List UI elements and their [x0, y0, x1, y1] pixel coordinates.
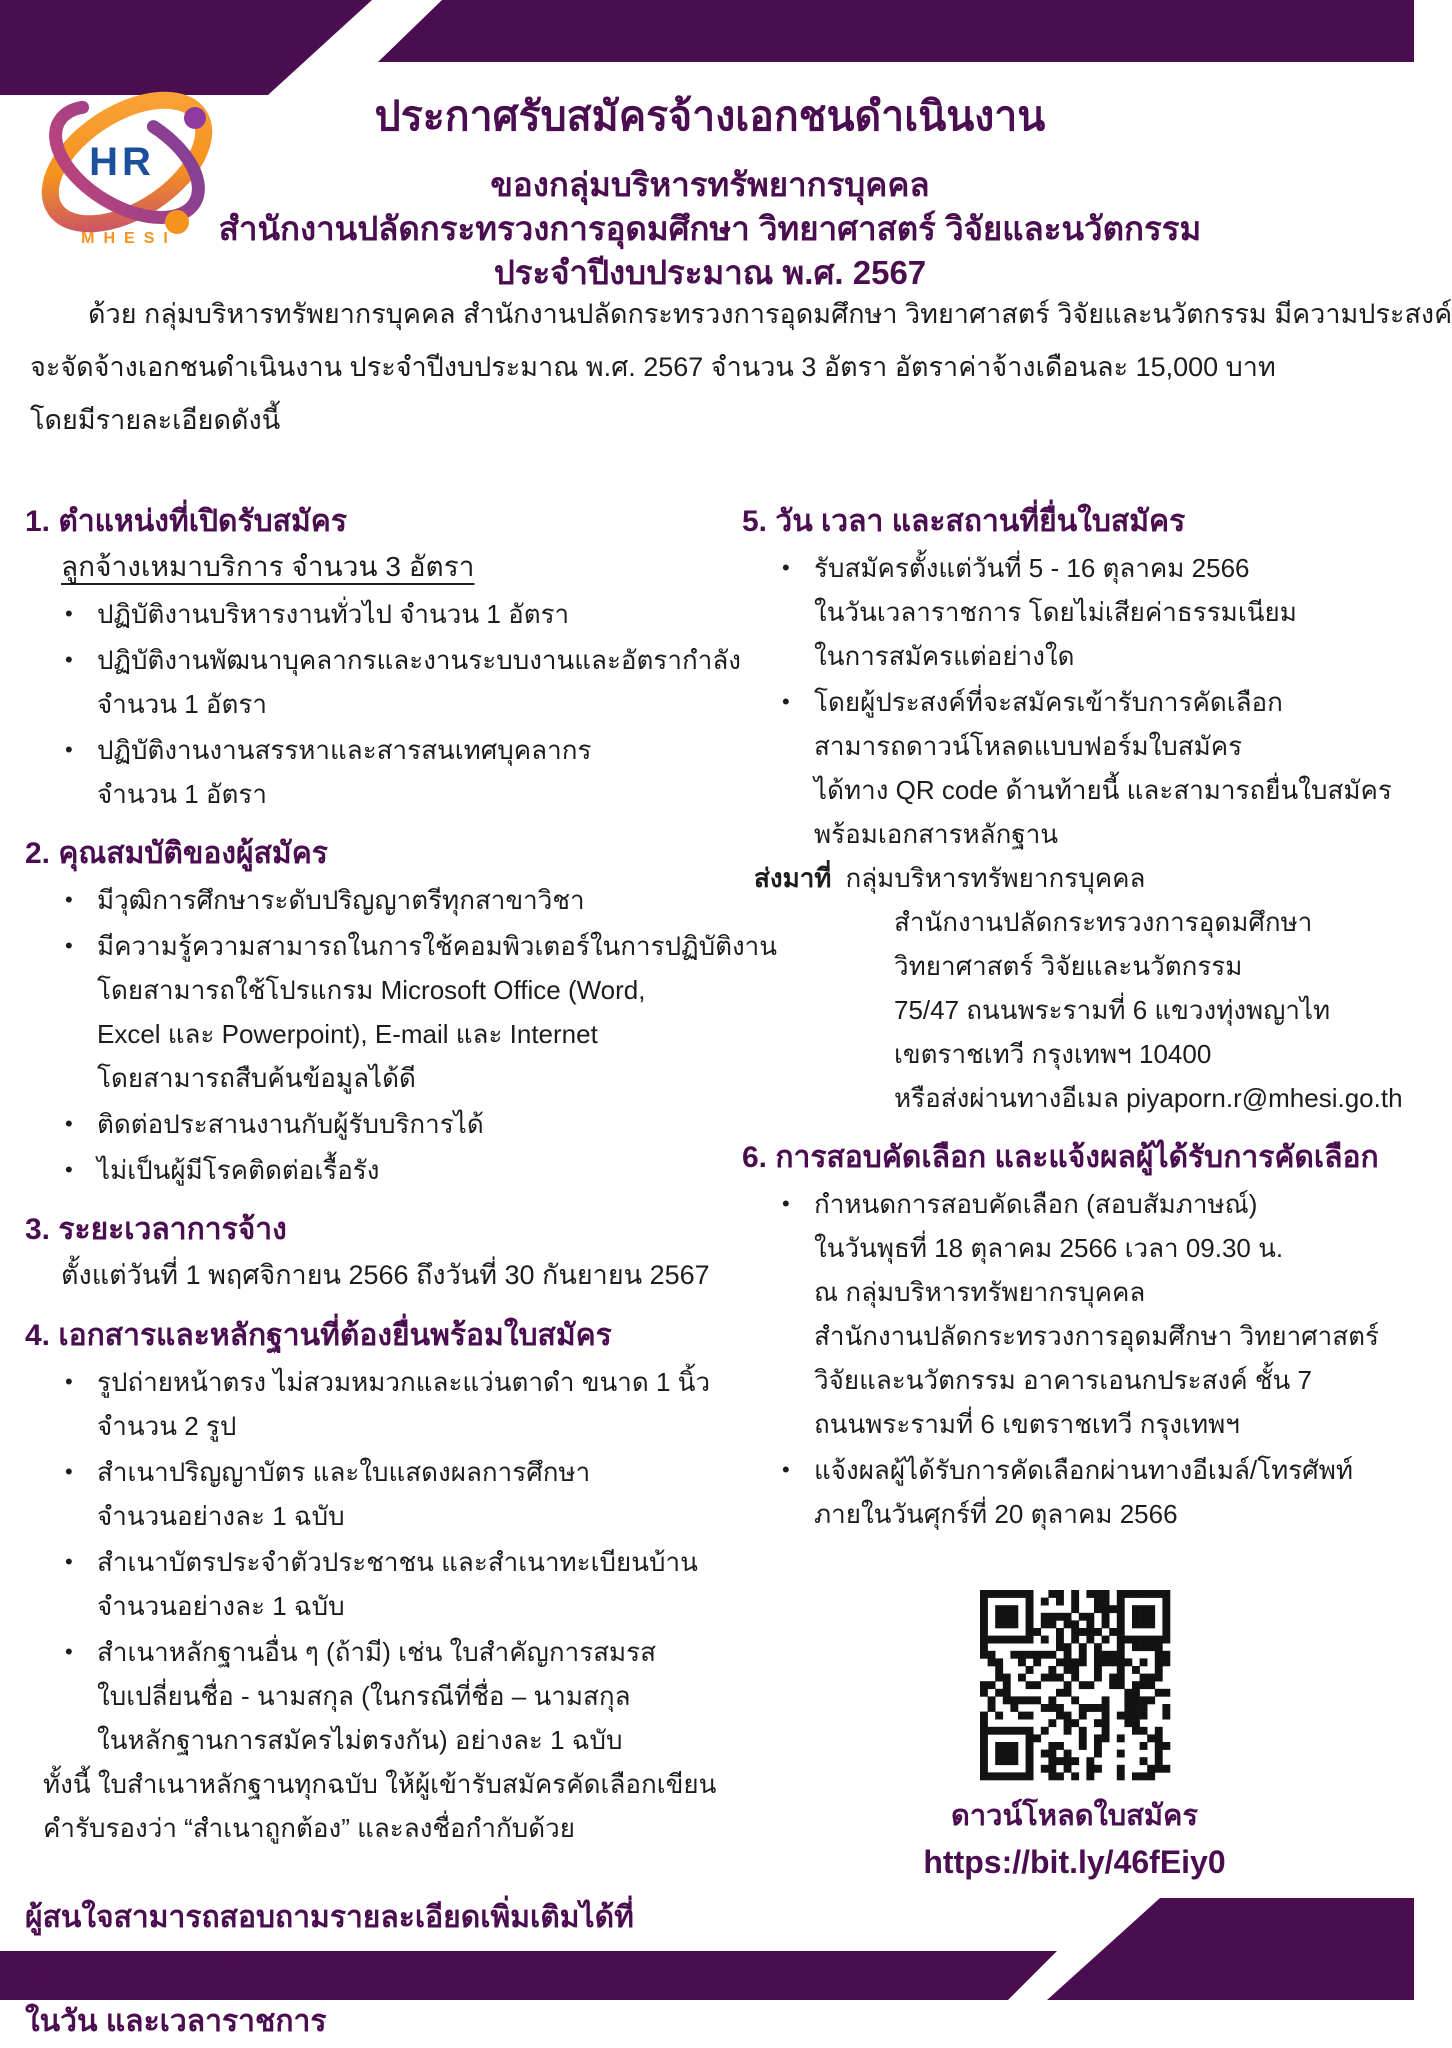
top-left-corner-decoration [0, 0, 380, 95]
bullet-item: • ไม่เป็นผู้มีโรคติดต่อเรื้อรัง [65, 1148, 733, 1192]
bullet-marker: • [65, 1157, 73, 1182]
text-line: สำนักงานปลัดกระทรวงการอุดมศึกษา [894, 907, 1313, 937]
bullet-item: • ปฏิบัติงานบริหารงานทั่วไป จำนวน 1 อัตรา [65, 592, 733, 636]
bullet-marker: • [65, 1369, 73, 1394]
contact-info [25, 1892, 733, 2048]
section-1-heading: 1. ตำแหน่งที่เปิดรับสมัคร [25, 505, 347, 538]
text-line: หมายเลขโทรศัพท์ 0 2333 3756 [25, 1953, 434, 1986]
section-6-bullets [782, 1182, 1407, 1536]
text-line: ทั้งนี้ ใบสำเนาหลักฐานทุกฉบับ ให้ผู้เข้ารับสมัครคัดเลือกเขียน [43, 1769, 717, 1799]
bullet-item: • มีวุฒิการศึกษาระดับปริญญาตรีทุกสาขาวิชา [65, 878, 733, 922]
section-4-bullets [65, 1360, 733, 1762]
text-line: วิทยาศาสตร์ วิจัยและนวัตกรรม [894, 951, 1243, 981]
bullet-marker: • [65, 601, 73, 626]
bullet-item: • ปฏิบัติงานพัฒนาบุคลากรและงานระบบงานและอัตรากำลัง จำนวน 1 อัตรา [65, 638, 733, 726]
text-line: ผู้สนใจสามารถสอบถามรายละเอียดเพิ่มเติมได้ที่ [25, 1901, 634, 1934]
send-to-label: ส่งมาที่ [754, 863, 832, 893]
send-to-block [754, 856, 1407, 1120]
bullet-item: • สำเนาปริญญาบัตร และใบแสดงผลการศึกษา จำนวนอย่างละ 1 ฉบับ [65, 1450, 733, 1538]
bullet-item: • มีความรู้ความสามารถในการใช้คอมพิวเตอร์ในการปฏิบัติงาน โดยสามารถใช้โปรแกรม Microsoft Office (Word, Excel และ Powerpoint), E-mail และ Internet โดยสามารถสืบค้นข้อมูลได้ดี [65, 924, 733, 1100]
section-2-bullets [65, 878, 778, 1192]
bullet-marker: • [782, 689, 790, 714]
title-block [150, 84, 1270, 295]
section-5-heading: 5. วัน เวลา และสถานที่ยื่นใบสมัคร [742, 505, 1186, 538]
intro-line-2: จะจัดจ้างเอกชนดำเนินงาน ประจำปีงบประมาณ พ.ศ. 2567 จำนวน 3 อัตรา อัตราค่าจ้างเดือนละ 15,000 บาท [30, 352, 1276, 382]
section-2-heading: 2. คุณสมบัติของผู้สมัคร [25, 837, 328, 870]
qr-caption: ดาวน์โหลดใบสมัคร [951, 1800, 1198, 1832]
bullet-marker: • [65, 1639, 73, 1664]
right-column [742, 500, 1407, 1885]
bullet-marker: • [65, 1549, 73, 1574]
bullet-marker: • [782, 1191, 790, 1216]
section-3-heading: 3. ระยะเวลาการจ้าง [25, 1213, 287, 1246]
bullet-item: • กำหนดการสอบคัดเลือก (สอบสัมภาษณ์) ในวันพุธที่ 18 ตุลาคม 2566 เวลา 09.30 น. ณ กลุ่มบริหารทรัพยากรบุคคล สำนักงานปลัดกระทรวงการอุดมศึกษา วิทยาศาสตร์ วิจัยและนวัตกรรม อาคารเอนกประสงค์ ชั้น 7 ถนนพระรามที่ 6 เขตราชเทวี กรุงเทพฯ [782, 1182, 1407, 1446]
bottom-right-corner-decoration [1040, 1898, 1414, 2000]
bullet-item: • ติดต่อประสานงานกับผู้รับบริการได้ [65, 1102, 733, 1146]
bullet-item: • โดยผู้ประสงค์ที่จะสมัครเข้ารับการคัดเลือก สามารถดาวน์โหลดแบบฟอร์มใบสมัคร ได้ทาง QR code ด้านท้ายนี้ และสามารถยื่นใบสมัคร พร้อมเอกสารหลักฐาน [782, 680, 1407, 856]
section-1-bullets [65, 592, 741, 816]
text-line: เขตราชเทวี กรุงเทพฯ 10400 [894, 1039, 1212, 1069]
intro-line-3: โดยมีรายละเอียดดังนี้ [30, 405, 281, 435]
bullet-marker: • [782, 1457, 790, 1482]
qr-block [742, 1590, 1407, 1885]
top-right-corner-decoration [370, 0, 1414, 62]
section-4-heading: 4. เอกสารและหลักฐานที่ต้องยื่นพร้อมใบสมัคร [25, 1319, 612, 1352]
bullet-item: • รูปถ่ายหน้าตรง ไม่สวมหมวกและแว่นตาดำ ขนาด 1 นิ้ว จำนวน 2 รูป [65, 1360, 733, 1448]
text-line: 75/47 ถนนพระรามที่ 6 แขวงทุ่งพญาไท [894, 995, 1331, 1025]
intro-paragraph [30, 288, 1452, 447]
bullet-item: • แจ้งผลผู้ได้รับการคัดเลือกผ่านทางอีเมล์/โทรศัพท์ ภายในวันศุกร์ที่ 20 ตุลาคม 2566 [782, 1448, 1407, 1536]
left-column [25, 500, 778, 2048]
bullet-item: • ปฏิบัติงานงานสรรหาและสารสนเทศบุคลากร จำนวน 1 อัตรา [65, 728, 733, 816]
section-3-body: ตั้งแต่วันที่ 1 พฤศจิกายน 2566 ถึงวันที่ 30 กันยายน 2567 [61, 1260, 710, 1290]
page-title: ประกาศรับสมัครจ้างเอกชนดำเนินงาน [374, 93, 1046, 139]
send-to-recipient: กลุ่มบริหารทรัพยากรบุคคล [845, 863, 1146, 893]
bullet-marker: • [65, 1111, 73, 1136]
section-5-bullets [782, 546, 1407, 856]
bullet-marker: • [782, 555, 790, 580]
logo-hr-text: HR [89, 140, 155, 184]
text-line: คำรับรองว่า “สำเนาถูกต้อง” และลงชื่อกำกับด้วย [43, 1813, 575, 1843]
text-line: ของกลุ่มบริหารทรัพยากรบุคคล [490, 166, 930, 203]
text-line: ประจำปีงบประมาณ พ.ศ. 2567 [493, 254, 927, 291]
page-subtitle [150, 163, 1270, 295]
bullet-item: • สำเนาบัตรประจำตัวประชาชน และสำเนาทะเบียนบ้าน จำนวนอย่างละ 1 ฉบับ [65, 1540, 733, 1628]
section-4-note [25, 1762, 733, 1850]
bullet-item: • รับสมัครตั้งแต่วันที่ 5 - 16 ตุลาคม 2566 ในวันเวลาราชการ โดยไม่เสียค่าธรรมเนียม ในการสมัครแต่อย่างใด [782, 546, 1407, 678]
qr-code [980, 1590, 1170, 1780]
text-line: ในวัน และเวลาราชการ [25, 2005, 327, 2038]
send-to-address [754, 900, 1407, 1120]
text-line: หรือส่งผ่านทางอีเมล piyaporn.r@mhesi.go.th [894, 1083, 1403, 1113]
bullet-marker: • [65, 647, 73, 672]
bullet-marker: • [65, 737, 73, 762]
bullet-item: • สำเนาหลักฐานอื่น ๆ (ถ้ามี) เช่น ใบสำคัญการสมรส ใบเปลี่ยนชื่อ - นามสกุล (ในกรณีที่ชื่อ – นามสกุล ในหลักฐานการสมัครไม่ตรงกัน) อย่างละ 1 ฉบับ [65, 1630, 733, 1762]
section-1-subheading: ลูกจ้างเหมาบริการ จำนวน 3 อัตรา [61, 551, 475, 582]
intro-line-1: ด้วย กลุ่มบริหารทรัพยากรบุคคล สำนักงานปลัดกระทรวงการอุดมศึกษา วิทยาศาสตร์ วิจัยและนวัตกรรม มีความประสงค์ [88, 299, 1452, 329]
logo-mhesi-text: MHESI [81, 230, 177, 247]
text-line: สำนักงานปลัดกระทรวงการอุดมศึกษา วิทยาศาสตร์ วิจัยและนวัตกรรม [218, 210, 1202, 247]
bullet-marker: • [65, 1459, 73, 1484]
send-to-first-line [754, 856, 1407, 900]
bullet-marker: • [65, 933, 73, 958]
qr-url: https://bit.ly/46fEiy0 [923, 1844, 1226, 1880]
section-6-heading: 6. การสอบคัดเลือก และแจ้งผลผู้ได้รับการคัดเลือก [742, 1141, 1379, 1174]
bullet-marker: • [65, 887, 73, 912]
